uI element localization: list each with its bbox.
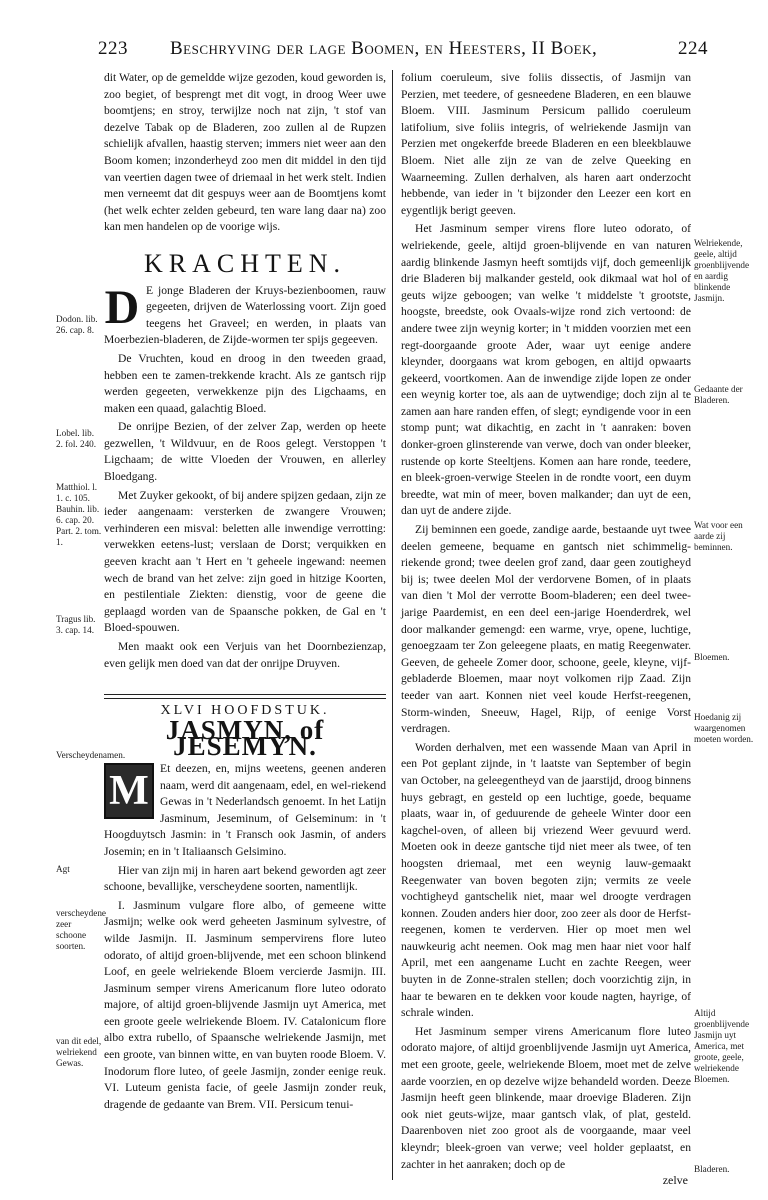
right-paragraph-3: Zij beminnen een goede, zandige aarde, bestaande uyt twee deelen gemeene, bequame en gantsch niet schimmelig-riekende grond; twee deelen grof zand, daar geen zoutigheyd bij is; twee deelen Mol der verdorvene Bomen, of in plaats van dien 't Mol der verrotte Boom-bladeren; een deel twee-jarige Paardemist, en een deel een-jarige Hoenderdrek, wel door malkander gemengd: een warme, vrye, opene, luchtige, genoegzaam ter Zon geleegene plaats, en matig Reegenwater. Geeven, de geheele Zomer door, schoone, geele, kleyne, vijf-gebladerde Bloemen, maar noyt volkomen rijp Zaad. Zijn teeder van aart. Konnen niet veel koude Herfst-reegenen, Storm-winden, Sneeuw, Hagel, Rijp, of eenige Vorst verdragen. <box>401 523 691 736</box>
drop-cap-d: D <box>104 280 140 334</box>
krachten-paragraph-5: Men maakt ook een Verjuis van het Doornbezienzap, even gelijk men doed van dat der onrijpe Druyven. <box>104 640 386 670</box>
right-paragraph-1: folium coeruleum, sive foliis dissectis, of Jasmijn van Perzien, met teedere, of gesneedene Bladeren, en een blauwe Bloem. VIII. Jasminum Persicum pallido coeruleum latifolium, sive foliis integris, of welriekende Jasmijn van Perzien met ongekerfde breede Bladeren en een bleekblauwe Bloem. Niet alle zijn ze van de zelve Queeking en Waarneeming. Zullen derhalven, als haren aart onderzocht hebbende, van ieder in 't bijzonder den Leezer een kort en eygentlijk berigt geeven. <box>401 71 691 217</box>
krachten-paragraph-4: Met Zuyker gekookt, of bij andere spijzen gedaan, zijn ze ieder aangenaam: versterken de zwangere Vrouwen; verhinderen een misval: beletten alle inwendige verrotting: verwekken eetens-lust; verslaan de Dorst; verquikken en geeven kracht aan 't Hert en 't geheele ingewand: neemen wech de brand van het zelve: zijn goed in hitzige Koorten, en pestilentiale Ziekten: dienstig, voor de geene die geplaagd worden van de Spaansche pokken, de Gal en 't Bloed-spouwen. <box>104 488 386 635</box>
margin-note-verscheyde-namen: Verscheydenamen. <box>56 750 126 760</box>
margin-note-altijd-groen: Altijd groenblijvende Jasmijn uyt America, met groote, geele, welriekende Bloemen. <box>694 1008 750 1084</box>
chapter-number: XLVI HOOFDSTUK. <box>160 703 330 719</box>
section-title-krachten: KRACHTEN. <box>143 248 347 278</box>
right-paragraph-2: Het Jasminum semper virens flore luteo odorato, of welriekende, geele, altijd groen-blijvende en van naturen aardig blinkende Jasmyn heeft somtijds vijf, doch gemeenlijk drie Bladeren bij malkander gesteld, ook dikmaal wat hol of geuts wijze geboogen; van welke 't middelste 't grootste, hoogste, breedste, ook Ovaals-wijze rond zich vertoond: de andere twee zijn weynig korter; in 't midden voorzien met een regt-doorgaande groote Ader, waar uyt eenige andere kleynder, doorgaans wat krom gebogen, en altijd opwaarts gekeerd, voortkomen. Aan de inwendige zijde lopen ze onder een weynig korter toe, als aan de uytwendige; doch zijn al te zamen aan hare randen effen, of slegt; eyndigende voor in een stomp punt; wat dikachtig, en zacht in 't aanraken: boven donker-groen glinsterende van verwe, doch van onder bleeker, rustende op korte Steeltjens. Komen aan hare ronde, teedere, en bleek-groen-verwige Steelen in de rondte voort, een duym breedte, wat min of meer, boven malkander; dan uyt de een, dan uyt de andere zijde. <box>401 222 691 518</box>
margin-note-tragus: Tragus lib. 3. cap. 14. <box>56 614 96 635</box>
right-paragraph-5: Het Jasminum semper virens Americanum flore luteo odorato majore, of altijd groenblijvende Jasmijn uyt America, met een groote, geele, welriekende Bloem, moet met de zelve aarde voorzien, en op dezelve wijze behandeld worden. Deeze Jasmijn heeft geen blinkende, maar droevige Bladeren. Zijn ook niet geuts-wijze, maar gantsch vlak, of plat, gesteld. Daarenboven niet zoo groot als de voorgaande, maar veel kleyndr; bleek-groen van verwe; veel holder geplaatst, en zachter in het aanraken; doch op de <box>401 1024 691 1171</box>
margin-note-dodon: Dodon. lib. 26. cap. 8. <box>56 314 98 335</box>
krachten-opening <box>104 280 386 349</box>
running-title: Beschryving der lage Boomen, en Heesters, II Boek, <box>170 38 598 59</box>
margin-note-hoedanig: Hoedanig zij waargenomen moeten worden. <box>694 712 754 744</box>
right-paragraph-4: Worden derhalven, met een wassende Maan van April in een Pot geplant zijnde, in 't laatste van September of begin van October, na geleegentheyd van de jaarstijd, droog binnens huys gebragt, en gesteld op een luchtige, goede, bequame plaats, waar in, of geduurende de geheele Winter door een kagchel-oven, of alleen bij vriezend Weer gevuurd werd. Moeten ook in deeze gantsche tijd niet meer als twee, of ten hoogsten driemaal, met een weynig lauw-gemaakt Reegenwater van boven begoten zijn; vermits ze veele vochtigheyd gantschelik niet, maar wel droogte verdragen konnen. Zouden anders hier door, zoo zeer als door de Herfst-reegenen, komen te verderven. Hier op moet men wel nauwkeurig acht neemen. Ook mag men haar niet voor half April, met een aangename Lucht en zachte Reegen, weer buyten in de Zonne-stralen stellen; doch voorzichtig zijn, in haar te bewaren en te dekken voor koude nagten, hayrige, of schrale winden. <box>401 740 691 1020</box>
chapter-opening <box>104 761 386 861</box>
margin-note-gedaante: Gedaante der Bladeren. <box>694 384 743 405</box>
page-number-left: 223 <box>98 38 128 59</box>
margin-note-bloemen: Bloemen. <box>694 652 730 662</box>
chapter-title: JASMYN, of JESEMYN. <box>165 714 325 762</box>
krachten-paragraph-1: E jonge Bladeren der Kruys-bezienboomen, rauw gegeeten, drijven de Waterlossing voort. Zijn goed teegens het Graveel; en werden, in plaats van Moerbezien-bladeren, de Zijde-wormen ter spijs gegeeven. <box>104 283 386 347</box>
catchword: zelve <box>662 1173 688 1187</box>
margin-note-lobel: Lobel. lib. 2. fol. 240. <box>56 428 97 449</box>
right-column <box>401 70 691 1175</box>
ornate-drop-cap-m: M <box>104 763 154 819</box>
margin-note-welriekende: Welriekende, geele, altijd groenblijvende en aardig blinkende Jasmijn. <box>694 238 750 303</box>
krachten-paragraph-3: De onrijpe Bezien, of der zelver Zap, werden op heete gezwellen, 't Wildvuur, en de Roos gelegt. Verstoppen 't Ligchaam; de witte Vloeden der Vrouwen, en allerley Bloedgang. <box>104 420 386 484</box>
left-column <box>104 70 386 1115</box>
chapter-paragraph-2: Hier van zijn mij in haren aart bekend geworden agt zeer schoone, bevallijke, verscheydene soorten, namentlijk. <box>104 863 386 894</box>
margin-note-bladeren: Bladeren. <box>694 1164 730 1174</box>
column-divider <box>392 70 393 1180</box>
chapter-paragraph-3: I. Jasminum vulgare flore albo, of gemeene witte Jasmijn; welke ook werd geheeten Jasminum sylvestre, of wilde Jasmijn. II. Jasminum sempervirens flore luteo odorato, of altijd groen-blijvende, met een schoon blinkend Loof, en geele welriekende Bloem vercierde Jasmijn. III. Jasminum semper virens Americanum flore luteo odorato majore, of altijd groen-blijvende Jasmijn uyt America, met een groote geele welriekende Bloem. IV. Catalonicum flore albo extra rubello, of Spaansche welriekende Jasmijn, met een groote, van binnen witte, en van buyten roode Bloem. V. Inodorum flore luteo, of geele Jasmijn, zonder eenige reuk. VI. Luteum genista facie, of geele Jasmijn zonder reuk, dragende de gedaante van Brem. VII. Persicum tenui- <box>104 898 386 1111</box>
intro-paragraph: dit Water, op de gemeldde wijze gezoden, koud geworden is, zoo begiet, of besprengt met dit vogt, in droog Weer uwe boomtjens; en stroy, terwijlze noch nat zijn, 't stof van dezelve Tabak op de Bladeren, zoo zullen al de Rupzen schielijk afvallen, haastig sterven; immers niet weer aan den Boom komen; inzonderheyd zoo men dit middel in den tijd van veertien dagen twee of driemaal in het werk stelt. Indien men verneemt dat dit gespuys weer aan de Boomtjens komt (het welk echter zelden gebeurd, ten ware lang daar na) zoo kan men handelen op de voorige wijs. <box>104 71 386 234</box>
margin-note-aarde: Wat voor een aarde zij beminnen. <box>694 520 743 552</box>
page-header <box>60 36 708 64</box>
chapter-rule <box>104 694 386 699</box>
chapter-paragraph-1: Et deezen, en, mijns weetens, geenen anderen naam, werd dit aangenaam, edel, en wel-riekend Gewas in 't Nederlandsch genoemt. In het Latijn Jasminum, Jeseminum, of Gelseminum: in 't Hoogduytsch Jasmin: in 't Fransch ook Jasmin, of anders Josemin; en in 't Italiaansch Gelsimino. <box>104 761 386 858</box>
margin-note-verscheydene-soorten: verscheydene zeer schoone soorten. <box>56 908 106 951</box>
margin-note-van-dit-edel: van dit edel, welriekend Gewas. <box>56 1036 102 1068</box>
margin-note-matthiol: Matthiol. l. 1. c. 105. Bauhin. lib. 6. cap. 20. Part. 2. tom. 1. <box>56 482 102 547</box>
page-number-right: 224 <box>678 38 708 59</box>
margin-note-agt: Agt <box>56 864 70 874</box>
krachten-paragraph-2: De Vruchten, koud en droog in den tweeden graad, hebben een te zamen-trekkende kracht. Als ze gantsch rijp werden gegeeten, verwekkenze pijn des Ligchaams, en maken een quaad, galachtig Bloed. <box>104 351 386 415</box>
